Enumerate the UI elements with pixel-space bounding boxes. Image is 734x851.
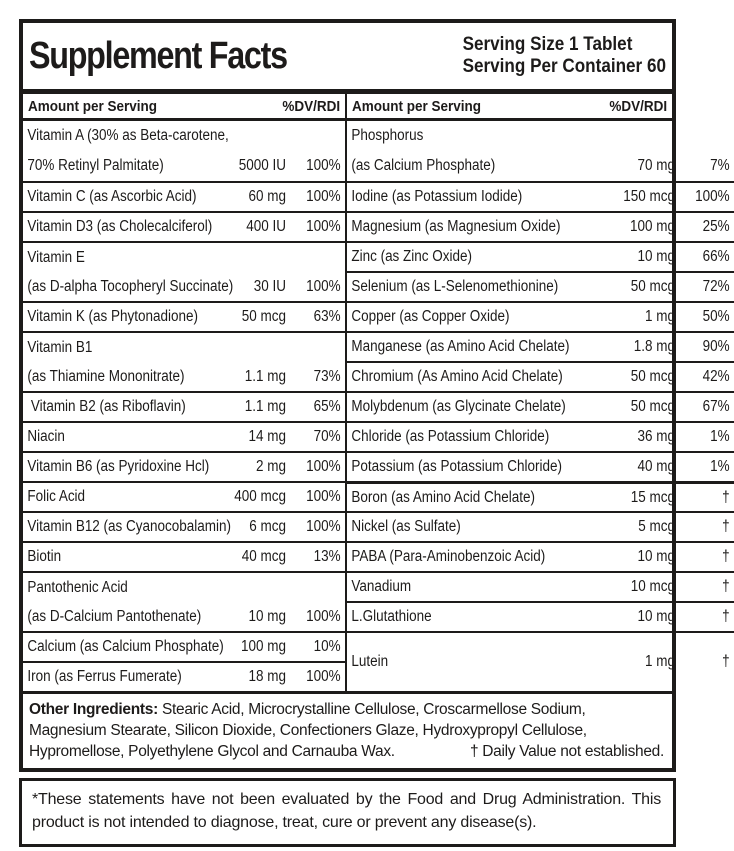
nutrient-dv: 100% bbox=[306, 488, 341, 505]
nutrient-dv: 50% bbox=[702, 308, 730, 325]
nutrient-row bbox=[347, 271, 734, 301]
nutrient-row-line bbox=[23, 602, 345, 631]
nutrient-amount: 70 mg bbox=[637, 157, 675, 174]
nutrient-amount: 10 mg bbox=[637, 248, 675, 265]
nutrient-row-line bbox=[23, 272, 345, 301]
nutrient-row bbox=[23, 631, 345, 661]
nutrient-name: Folic Acid bbox=[27, 488, 86, 505]
nutrient-amount: 14 mg bbox=[248, 428, 286, 445]
nutrient-row bbox=[23, 241, 345, 301]
nutrient-row bbox=[347, 391, 734, 421]
nutrient-name: Copper (as Copper Oxide) bbox=[351, 308, 510, 325]
nutrient-name: Vitamin K (as Phytonadione) bbox=[27, 308, 199, 325]
nutrient-row-line bbox=[347, 423, 734, 451]
nutrient-name: Vitamin C (as Ascorbic Acid) bbox=[27, 188, 197, 205]
nutrient-row-line bbox=[23, 362, 345, 391]
nutrient-name: Niacin bbox=[27, 428, 65, 445]
nutrient-row bbox=[347, 451, 734, 481]
nutrient-amount: 2 mg bbox=[256, 458, 286, 475]
nutrient-name: Vanadium bbox=[351, 578, 412, 595]
nutrient-row-line bbox=[23, 333, 345, 362]
nutrient-row-line bbox=[347, 151, 734, 181]
nutrient-name: Potassium (as Potassium Chloride) bbox=[351, 458, 562, 475]
nutrient-row bbox=[23, 331, 345, 391]
panel-header bbox=[23, 23, 672, 89]
nutrient-amount: 1 mg bbox=[644, 308, 675, 325]
nutrient-name: Calcium (as Calcium Phosphate) bbox=[27, 638, 224, 655]
nutrient-amount: 10 mg bbox=[248, 607, 286, 625]
nutrient-name: PABA (Para-Aminobenzoic Acid) bbox=[351, 548, 546, 565]
nutrient-row bbox=[23, 211, 345, 241]
nutrient-row bbox=[23, 661, 345, 691]
nutrient-amount: 1 mg bbox=[644, 653, 675, 670]
nutrient-dv: † bbox=[721, 653, 730, 670]
nutrient-row bbox=[23, 571, 345, 631]
nutrient-name: Pantothenic Acid bbox=[27, 578, 128, 596]
nutrient-amount: 100 mg bbox=[629, 218, 675, 235]
nutrient-dv: 100% bbox=[306, 188, 341, 205]
nutrient-dv: 25% bbox=[702, 218, 730, 235]
nutrient-row bbox=[347, 211, 734, 241]
nutrient-name: Vitamin B1 bbox=[27, 338, 93, 356]
nutrient-name: (as Calcium Phosphate) bbox=[351, 157, 496, 174]
nutrient-dv: 63% bbox=[313, 308, 341, 325]
nutrient-dv: 67% bbox=[702, 398, 730, 415]
nutrient-row-line bbox=[23, 243, 345, 272]
amount-per-serving-header: Amount per Serving bbox=[28, 97, 158, 115]
nutrient-name: 70% Retinyl Palmitate) bbox=[27, 157, 164, 174]
nutrient-name: Nickel (as Sulfate) bbox=[351, 518, 461, 535]
nutrient-dv: 13% bbox=[313, 548, 341, 565]
left-column-header bbox=[23, 94, 347, 118]
nutrient-row-line bbox=[23, 633, 345, 661]
nutrient-dv: 65% bbox=[313, 398, 341, 415]
nutrient-dv: † bbox=[721, 578, 730, 595]
nutrient-name: Iodine (as Potassium Iodide) bbox=[351, 188, 523, 205]
serving-info bbox=[463, 34, 666, 78]
other-ingredients-section bbox=[23, 694, 672, 768]
nutrient-row bbox=[23, 511, 345, 541]
nutrient-row-line bbox=[23, 303, 345, 331]
nutrient-name: (as D-alpha Tocopheryl Succinate) bbox=[27, 277, 234, 295]
nutrient-row-line bbox=[23, 573, 345, 602]
nutrient-dv: 100% bbox=[306, 607, 341, 625]
nutrient-row-line bbox=[23, 121, 345, 151]
nutrient-row-line bbox=[347, 393, 734, 421]
nutrient-amount: 10 mg bbox=[637, 608, 675, 625]
nutrient-row-line bbox=[347, 121, 734, 151]
nutrient-name: Zinc (as Zinc Oxide) bbox=[351, 248, 472, 265]
dv-rdi-header: %DV/RDI bbox=[609, 97, 667, 115]
nutrient-dv: 73% bbox=[313, 367, 341, 385]
nutrient-row bbox=[347, 181, 734, 211]
nutrient-amount: 400 IU bbox=[246, 218, 286, 235]
nutrient-amount: 50 mcg bbox=[241, 308, 286, 325]
nutrient-row bbox=[347, 361, 734, 391]
page-title: Supplement Facts bbox=[29, 34, 287, 77]
nutrient-row-line bbox=[23, 213, 345, 241]
nutrient-name: Biotin bbox=[27, 548, 62, 565]
nutrient-row-line bbox=[23, 423, 345, 451]
nutrient-row bbox=[23, 121, 345, 181]
nutrient-row-line bbox=[23, 151, 345, 181]
nutrient-name: Vitamin A (30% as Beta-carotene, bbox=[27, 127, 229, 144]
fda-disclaimer-box bbox=[19, 778, 676, 847]
column-headers bbox=[23, 94, 672, 121]
nutrient-amount: 1.1 mg bbox=[244, 367, 286, 385]
nutrient-amount: 10 mg bbox=[637, 548, 675, 565]
nutrient-row bbox=[23, 181, 345, 211]
nutrient-row bbox=[23, 541, 345, 571]
nutrient-row bbox=[23, 391, 345, 421]
nutrient-amount: 18 mg bbox=[248, 668, 286, 685]
nutrient-row bbox=[347, 421, 734, 451]
nutrient-row-line bbox=[347, 653, 734, 671]
nutrient-row-line bbox=[347, 273, 734, 301]
nutrient-dv: † bbox=[721, 548, 730, 565]
nutrient-table bbox=[23, 121, 730, 694]
nutrient-row-line bbox=[347, 543, 734, 571]
nutrient-name: Molybdenum (as Glycinate Chelate) bbox=[351, 398, 566, 415]
nutrient-amount: 10 mcg bbox=[630, 578, 675, 595]
nutrient-name: Chloride (as Potassium Chloride) bbox=[351, 428, 550, 445]
nutrient-row-line bbox=[347, 453, 734, 481]
nutrient-row-line bbox=[23, 543, 345, 571]
nutrient-amount: 30 IU bbox=[253, 277, 286, 295]
nutrient-row bbox=[347, 121, 734, 181]
nutrient-row-line bbox=[347, 333, 734, 361]
nutrient-amount: 150 mcg bbox=[623, 188, 675, 205]
nutrient-row-line bbox=[23, 183, 345, 211]
nutrient-row-line bbox=[347, 213, 734, 241]
nutrient-row-line bbox=[347, 573, 734, 601]
nutrient-dv: 1% bbox=[709, 458, 730, 475]
nutrient-name: Vitamin B2 (as Riboflavin) bbox=[30, 398, 186, 415]
nutrient-column-right bbox=[347, 121, 734, 691]
nutrient-amount: 1.8 mg bbox=[633, 338, 675, 355]
nutrient-dv: 100% bbox=[306, 277, 341, 295]
nutrient-row bbox=[347, 571, 734, 601]
nutrient-dv: 42% bbox=[702, 368, 730, 385]
nutrient-name: (as Thiamine Mononitrate) bbox=[27, 367, 185, 385]
nutrient-row bbox=[347, 511, 734, 541]
nutrient-row-line bbox=[347, 603, 734, 631]
nutrient-name: Phosphorus bbox=[351, 127, 424, 144]
nutrient-amount: 5 mcg bbox=[638, 518, 675, 535]
nutrient-row bbox=[347, 301, 734, 331]
fda-disclaimer-text: *These statements have not been evaluated by the Food and Drug Administration. This product is not intended to diagnose, treat, cure or prevent any disease(s). bbox=[32, 791, 661, 831]
nutrient-name: Lutein bbox=[351, 653, 389, 670]
servings-per-container: Serving Per Container 60 bbox=[462, 56, 666, 77]
nutrient-name: L.Glutathione bbox=[351, 608, 432, 625]
nutrient-dv: 100% bbox=[306, 157, 341, 174]
nutrient-name: (as D-Calcium Pantothenate) bbox=[27, 607, 202, 625]
nutrient-dv: † bbox=[721, 488, 730, 506]
nutrient-row bbox=[347, 601, 734, 631]
nutrient-dv: 10% bbox=[313, 638, 341, 655]
nutrient-dv: 100% bbox=[306, 518, 341, 535]
nutrient-row bbox=[23, 451, 345, 481]
nutrient-amount: 400 mcg bbox=[234, 488, 286, 505]
other-ingredients-text: Stearic Acid, Microcrystalline Cellulose, Croscarmellose Sodium, Magnesium Stearate, Silicon Dioxide, Confectioners Glaze, Hydroxypropyl Cellulose, Hypromellose, Polyethylene Glycol and Carnauba Wax. bbox=[29, 701, 587, 760]
nutrient-row-line bbox=[347, 183, 734, 211]
nutrient-name: Vitamin B12 (as Cyanocobalamin) bbox=[27, 518, 231, 535]
nutrient-amount: 6 mcg bbox=[249, 518, 286, 535]
nutrient-name: Vitamin B6 (as Pyridoxine Hcl) bbox=[27, 458, 210, 475]
nutrient-amount: 5000 IU bbox=[238, 157, 286, 174]
nutrient-dv: 66% bbox=[702, 248, 730, 265]
nutrient-row bbox=[23, 421, 345, 451]
nutrient-name: Manganese (as Amino Acid Chelate) bbox=[351, 338, 570, 355]
nutrient-row-line bbox=[347, 513, 734, 541]
nutrient-name: Vitamin E bbox=[27, 248, 85, 266]
nutrient-amount: 40 mg bbox=[637, 458, 675, 475]
nutrient-amount: 36 mg bbox=[637, 428, 675, 445]
nutrient-row bbox=[347, 481, 734, 511]
nutrient-row-line bbox=[23, 513, 345, 541]
nutrient-amount: 40 mcg bbox=[241, 548, 286, 565]
other-ingredients-label: Other Ingredients: bbox=[29, 701, 158, 718]
nutrient-dv: 1% bbox=[709, 428, 730, 445]
nutrient-amount: 1.1 mg bbox=[244, 398, 286, 415]
supplement-facts-panel bbox=[19, 19, 730, 772]
nutrient-row bbox=[347, 331, 734, 361]
nutrient-row-line bbox=[23, 483, 345, 511]
nutrient-name: Chromium (As Amino Acid Chelate) bbox=[351, 368, 563, 385]
nutrient-amount: 100 mg bbox=[241, 638, 286, 655]
nutrient-row-line bbox=[347, 484, 734, 511]
nutrient-dv: 100% bbox=[694, 188, 730, 205]
nutrient-amount: 60 mg bbox=[248, 188, 286, 205]
nutrient-amount: 50 mcg bbox=[630, 278, 675, 295]
nutrient-dv: † bbox=[721, 608, 730, 625]
daily-value-footnote: † Daily Value not established. bbox=[469, 743, 664, 760]
nutrient-row-line bbox=[23, 393, 345, 421]
nutrient-dv: 7% bbox=[709, 157, 730, 174]
nutrient-dv: 70% bbox=[313, 428, 341, 445]
serving-size: Serving Size 1 Tablet bbox=[462, 34, 633, 55]
nutrient-name: Iron (as Ferrus Fumerate) bbox=[27, 668, 182, 685]
dv-rdi-header: %DV/RDI bbox=[282, 97, 340, 115]
nutrient-dv: 72% bbox=[702, 278, 730, 295]
nutrient-name: Vitamin D3 (as Cholecalciferol) bbox=[27, 218, 213, 235]
amount-per-serving-header: Amount per Serving bbox=[352, 97, 482, 115]
nutrient-column-left bbox=[23, 121, 347, 691]
nutrient-amount: 50 mcg bbox=[630, 398, 675, 415]
nutrient-dv: 100% bbox=[306, 668, 341, 685]
nutrient-row-line bbox=[23, 453, 345, 481]
nutrient-amount: 15 mcg bbox=[630, 488, 675, 506]
right-column-header bbox=[347, 94, 672, 118]
nutrient-row-line bbox=[347, 303, 734, 331]
nutrient-dv: † bbox=[721, 518, 730, 535]
nutrient-name: Magnesium (as Magnesium Oxide) bbox=[351, 218, 561, 235]
nutrient-dv: 100% bbox=[306, 218, 341, 235]
nutrient-name: Selenium (as L-Selenomethionine) bbox=[351, 278, 559, 295]
nutrient-amount: 50 mcg bbox=[630, 368, 675, 385]
nutrient-row bbox=[347, 631, 734, 691]
nutrient-dv: 100% bbox=[306, 458, 341, 475]
nutrient-row-line bbox=[23, 663, 345, 691]
nutrient-row bbox=[23, 301, 345, 331]
nutrient-row-line bbox=[347, 363, 734, 391]
nutrient-row bbox=[347, 541, 734, 571]
nutrient-row bbox=[23, 481, 345, 511]
nutrient-row-line bbox=[347, 243, 734, 271]
nutrient-row bbox=[347, 241, 734, 271]
nutrient-dv: 90% bbox=[702, 338, 730, 355]
nutrient-name: Boron (as Amino Acid Chelate) bbox=[351, 488, 536, 506]
